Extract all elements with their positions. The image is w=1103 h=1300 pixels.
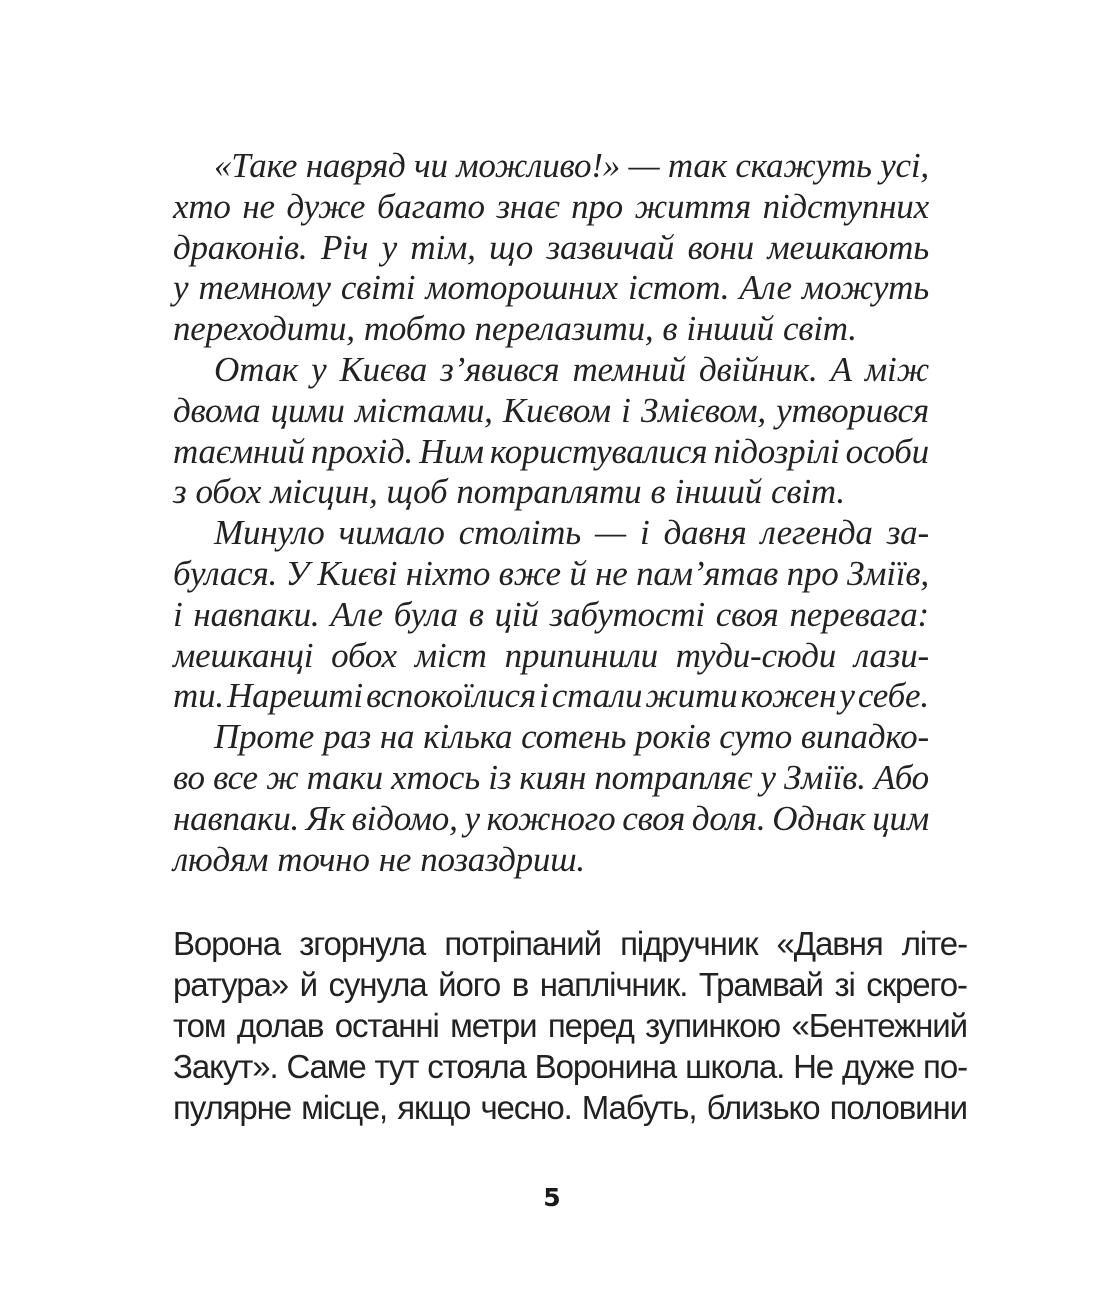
word: Змієвом,	[640, 390, 766, 430]
word: Як	[305, 798, 345, 838]
word: про	[786, 553, 839, 593]
word: що	[489, 227, 534, 267]
word: пулярне	[173, 1089, 291, 1126]
word: так	[667, 146, 727, 185]
word: том	[173, 1007, 226, 1044]
word: з	[173, 472, 187, 512]
word: пам’ятав	[636, 553, 779, 593]
legend-line	[173, 228, 929, 269]
word: століть	[458, 513, 581, 553]
word: у	[381, 227, 397, 267]
word: двома	[173, 390, 261, 430]
word: не	[378, 839, 412, 879]
word: місце,	[301, 1089, 388, 1126]
word: Ворона	[173, 925, 281, 962]
word: своя	[715, 594, 779, 634]
word: користувалися	[489, 431, 708, 471]
word: містами,	[354, 390, 493, 430]
word: киян	[519, 757, 587, 797]
word: літе-	[901, 925, 967, 962]
word: знає	[496, 186, 560, 226]
word: людям	[173, 839, 269, 879]
legend-line	[173, 432, 929, 473]
word: темному	[198, 268, 331, 308]
word: Зміїв.	[783, 757, 866, 797]
prose-line	[173, 1087, 967, 1128]
word: точно	[277, 839, 370, 879]
word: ти.	[173, 676, 224, 716]
word: мешкають	[767, 227, 929, 267]
word: жити	[645, 676, 738, 716]
word: його	[438, 966, 501, 1003]
word: суто	[719, 717, 793, 757]
word: лази-	[853, 635, 929, 675]
word: перелазити,	[474, 309, 654, 349]
word: моторошних	[425, 268, 618, 308]
word: була	[393, 594, 458, 634]
word: світі	[340, 268, 416, 308]
word: Нарешті	[227, 676, 363, 716]
word: і	[621, 390, 631, 430]
legend-line	[173, 513, 929, 554]
word: зупинкою	[645, 1007, 781, 1044]
word: половини	[829, 1089, 967, 1126]
word: навпаки.	[173, 798, 300, 838]
word: світ.	[782, 309, 857, 349]
word: Зміїв,	[847, 553, 929, 593]
word: останні	[334, 1007, 439, 1044]
word: Трамвай	[698, 966, 823, 1003]
word: «Бентежний	[791, 1007, 967, 1044]
word: відомо,	[351, 798, 458, 838]
word: туди-сюди	[675, 635, 837, 675]
word: можливо!»	[456, 146, 621, 185]
word: багато	[376, 186, 485, 226]
legend-italic-section	[173, 146, 929, 880]
word: інший	[674, 472, 762, 512]
word: не	[242, 186, 275, 226]
legend-line	[173, 840, 929, 881]
word: у	[311, 349, 327, 389]
word: Києві	[317, 553, 398, 593]
word: навпаки.	[193, 594, 320, 634]
word: й	[569, 553, 587, 593]
word: Але	[739, 268, 792, 308]
word: наплічник.	[539, 966, 688, 1003]
word: і	[639, 513, 650, 553]
word: істот.	[627, 268, 730, 308]
word: Минуло	[214, 513, 325, 553]
word: тобто	[363, 309, 466, 349]
word: у	[839, 676, 855, 716]
word: в	[650, 472, 666, 512]
word: інший	[686, 309, 774, 349]
legend-line	[173, 676, 929, 717]
legend-line	[173, 472, 929, 513]
word: «Давня	[776, 925, 883, 962]
word: ратура»	[173, 966, 288, 1003]
word: Однак	[772, 798, 866, 838]
word: Не	[793, 1048, 834, 1085]
word: все	[213, 757, 258, 797]
word: близько	[706, 1089, 820, 1126]
word: міст	[414, 635, 487, 675]
word: випадко-	[800, 717, 929, 757]
word: підступних	[762, 186, 929, 226]
legend-line	[173, 758, 929, 799]
word: можуть	[801, 268, 929, 308]
word: мешканці	[173, 635, 314, 675]
word: за-	[886, 513, 929, 553]
word: дуже	[841, 1048, 915, 1085]
word: стояла	[427, 1048, 526, 1085]
legend-line	[173, 187, 929, 228]
word: —	[628, 146, 660, 185]
word: давня	[663, 513, 747, 553]
legend-line	[173, 350, 929, 391]
word: Річ	[320, 227, 369, 267]
word: сотень	[521, 717, 627, 757]
word: —	[595, 513, 626, 553]
word: прохід.	[310, 431, 414, 471]
word: драконів.	[173, 227, 308, 267]
word: місцин,	[270, 472, 378, 512]
word: цій	[494, 594, 539, 634]
word: підручник	[620, 925, 758, 962]
word: Мабуть,	[581, 1089, 697, 1126]
word: переходити,	[173, 309, 355, 349]
word: позаздриш.	[420, 839, 585, 879]
word: скажуть	[735, 146, 872, 185]
word: й	[299, 966, 317, 1003]
word: вони	[687, 227, 754, 267]
word: во	[173, 757, 205, 797]
legend-line	[173, 146, 929, 187]
word: усі,	[880, 146, 929, 185]
word: забутості	[549, 594, 705, 634]
word: кілька	[423, 717, 513, 757]
word: між	[864, 349, 929, 389]
word: і	[173, 594, 183, 634]
word: скрего-	[866, 966, 967, 1003]
word: в	[662, 309, 678, 349]
word: А	[830, 349, 852, 389]
word: Але	[330, 594, 383, 634]
word: обох	[331, 635, 397, 675]
word: таки	[306, 757, 383, 797]
word: таємний	[173, 431, 305, 471]
prose-line	[173, 1005, 967, 1046]
word: світ.	[771, 472, 845, 512]
prose-line	[173, 964, 967, 1005]
word: цим	[872, 798, 929, 838]
word: перевага:	[789, 594, 929, 634]
word: цими	[270, 390, 345, 430]
word: щоб	[386, 472, 448, 512]
word: себе.	[857, 676, 929, 716]
word: вспокоїлися	[366, 676, 536, 716]
prose-line	[173, 923, 967, 964]
word: потрапляє	[594, 757, 753, 797]
word: у	[464, 798, 480, 838]
legend-line	[173, 595, 929, 636]
word: навряд	[305, 146, 406, 185]
legend-line	[173, 554, 929, 595]
word: потрапляти	[456, 472, 642, 512]
word: доля.	[691, 798, 766, 838]
word: сунула	[328, 966, 427, 1003]
word: у	[173, 268, 189, 308]
word: Києвом	[502, 390, 611, 430]
word: років	[635, 717, 711, 757]
word: своя	[622, 798, 686, 838]
word: хто	[173, 186, 231, 226]
word: легенда	[760, 513, 873, 553]
word: темний	[572, 349, 686, 389]
word: Або	[874, 757, 929, 797]
word: Ним	[419, 431, 484, 471]
word: Закут».	[173, 1048, 278, 1085]
word: із	[488, 757, 512, 797]
word: двійник.	[699, 349, 818, 389]
word: у	[760, 757, 776, 797]
word: в	[511, 966, 529, 1003]
word: Саме	[286, 1048, 366, 1085]
word: на	[379, 717, 415, 757]
word: хтось	[391, 757, 480, 797]
legend-line	[173, 309, 929, 350]
word: потріпаний	[444, 925, 601, 962]
word: школа.	[685, 1048, 785, 1085]
word: долав	[236, 1007, 324, 1044]
word: кожен	[740, 676, 837, 716]
word: тім,	[410, 227, 476, 267]
word: підозрілі	[713, 431, 840, 471]
word: кожного	[486, 798, 616, 838]
word: булася.	[173, 553, 278, 593]
legend-line	[173, 636, 929, 677]
word: чесно.	[480, 1089, 572, 1126]
word: раз	[322, 717, 372, 757]
word: про	[571, 186, 623, 226]
word: «Таке	[214, 146, 298, 185]
word: обох	[195, 472, 262, 512]
prose-line	[173, 1046, 967, 1087]
word: утворився	[776, 390, 929, 430]
word: Воронина	[534, 1048, 677, 1085]
word: в	[468, 594, 484, 634]
word: ніхто	[405, 553, 491, 593]
page-number: 5	[543, 1183, 561, 1212]
word: вже	[498, 553, 561, 593]
word: по-	[923, 1048, 967, 1085]
word: чимало	[338, 513, 445, 553]
word: стали	[551, 676, 643, 716]
word: ж	[266, 757, 299, 797]
word: припинили	[504, 635, 658, 675]
word: згорнула	[299, 925, 426, 962]
word: Проте	[214, 717, 315, 757]
word: зазвичай	[546, 227, 675, 267]
legend-line	[173, 268, 929, 309]
word: якщо	[397, 1089, 471, 1126]
word: метри	[450, 1007, 537, 1044]
word: перед	[547, 1007, 634, 1044]
word: Отак	[214, 349, 299, 389]
legend-line	[173, 717, 929, 758]
word: зі	[834, 966, 855, 1003]
word: життя	[634, 186, 751, 226]
word: і	[539, 676, 549, 716]
word: не	[595, 553, 628, 593]
word: Києва	[339, 349, 428, 389]
prose-section	[173, 923, 967, 1128]
word: тут	[374, 1048, 419, 1085]
word: чи	[414, 146, 448, 185]
word: особи	[845, 431, 929, 471]
legend-line	[173, 799, 929, 840]
word: з’явився	[440, 349, 560, 389]
legend-line	[173, 391, 929, 432]
word: дуже	[286, 186, 366, 226]
word: У	[285, 553, 309, 593]
